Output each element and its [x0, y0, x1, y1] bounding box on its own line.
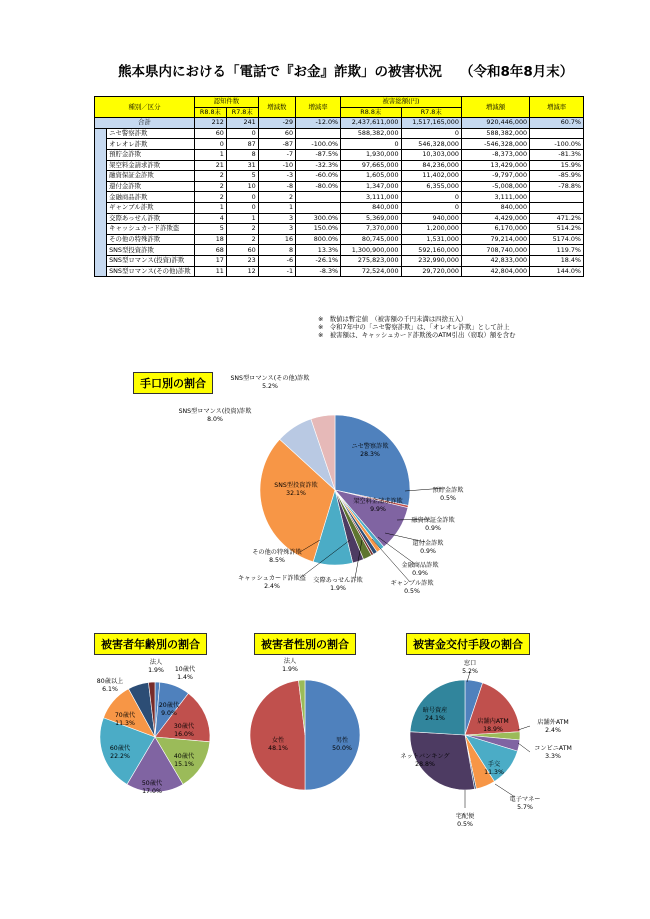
slice-label: その他の特殊詐欺 [252, 549, 302, 556]
section-title-gender: 被害者性別の割合 [254, 633, 356, 655]
leader-line [372, 539, 410, 582]
slice-percent: 8.5% [269, 557, 285, 564]
slice-label: 80歳以上 [96, 678, 124, 685]
slice-percent: 28.8% [415, 761, 435, 768]
header-count: 認知件数 [194, 97, 258, 108]
slice-label: 10歳代 [174, 666, 196, 673]
slice-label: 女性 [271, 737, 285, 744]
slice-percent: 5.7% [517, 804, 533, 811]
section-title-payment: 被害金交付手段の割合 [406, 633, 530, 655]
slice-label: 還付金詐欺 [412, 540, 444, 547]
header-amount-diff: 増減額 [461, 97, 529, 118]
header-count-cur: R8.8末 [194, 107, 226, 118]
slice-label: 40歳代 [173, 753, 195, 760]
slice-label: 20歳代 [158, 702, 180, 709]
slice-percent: 0.9% [425, 525, 441, 532]
slice-label: 暗号資産 [422, 707, 448, 714]
slice-label: SNS型投資詐欺 [274, 482, 318, 489]
slice-label: 60歳代 [109, 745, 131, 752]
table-row: ニセ警察詐欺 60 0 60 588,382,000 0 588,382,000 [95, 128, 584, 139]
slice-label: 30歳代 [173, 723, 195, 730]
slice-percent: 1.9% [148, 667, 164, 674]
table-row: SNS型ロマンス(投資)詐欺 17 23 -6 -26.1% 275,823,000 232,990,000 42,833,000 18.4% [95, 255, 584, 266]
slice-label: 金融商品詐欺 [401, 562, 439, 569]
pie-slice [250, 680, 305, 790]
slice-label: ネットバンキング [400, 753, 450, 760]
slice-percent: 5.2% [462, 668, 478, 675]
slice-percent: 9.9% [370, 506, 386, 513]
table-row: 交際あっせん詐欺 4 1 3 300.0% 5,369,000 940,000 4,429,000 471.2% [95, 213, 584, 224]
slice-percent: 28.3% [360, 451, 380, 458]
pie-chart-2 [250, 657, 360, 790]
slice-percent: 8.0% [207, 416, 223, 423]
slice-label: キャッシュカード詐欺盗 [238, 575, 306, 582]
slice-label: SNS型ロマンス(投資)詐欺 [178, 408, 252, 415]
slice-label: 手交 [487, 761, 501, 768]
slice-percent: 17.0% [142, 788, 162, 795]
slice-percent: 0.9% [420, 548, 436, 555]
header-category: 種別／区分 [95, 97, 195, 118]
slice-label: 法人 [283, 658, 297, 665]
slice-percent: 1.9% [282, 666, 298, 673]
table-row: 架空料金請求詐欺 21 31 -10 -32.3% 97,665,000 84,236,000 13,429,000 15.9% [95, 160, 584, 171]
slice-label: 50歳代 [141, 780, 163, 787]
slice-percent: 3.3% [545, 753, 561, 760]
header-amount-prev: R7.8末 [401, 107, 461, 118]
pie-chart-3 [400, 659, 571, 828]
slice-label: 宅配便 [455, 813, 475, 820]
slice-label: 電子マネー [509, 796, 541, 803]
slice-percent: 48.1% [268, 745, 288, 752]
slice-label: 法人 [149, 659, 163, 666]
slice-label: 架空料金請求詐欺 [353, 498, 403, 505]
slice-percent: 15.1% [174, 761, 194, 768]
table-row: ギャンブル詐欺 1 0 1 840,000 0 840,000 [95, 202, 584, 213]
note: ※ 数値は暫定値 （被害額の千円未満は四捨五入） [318, 315, 468, 323]
slice-label: 店舗外ATM [537, 719, 569, 726]
page-title: 熊本県内における「電話で『お金』詐欺」の被害状況 （令和8年8月末） [118, 64, 574, 80]
table-row: オレオレ詐欺 0 87 -87 -100.0% 0 546,328,000 -546,328,000 -100.0% [95, 139, 584, 150]
pie-chart-0 [179, 374, 465, 595]
slice-label: コンビニATM [534, 745, 572, 752]
section-title-age: 被害者年齢別の割合 [94, 633, 207, 655]
slice-percent: 6.1% [102, 686, 118, 693]
table-row: 預貯金詐欺 1 8 -7 -87.5% 1,930,000 10,303,000 -8,373,000 -81.3% [95, 149, 584, 160]
header-amount: 被害総額(円) [341, 97, 462, 108]
table-row-total: 合計 212 241 -29 -12.0% 2,437,611,000 1,517,165,000 920,446,000 60.7% [95, 118, 584, 129]
header-amount-rate: 増減率 [530, 97, 584, 118]
slice-percent: 16.0% [174, 731, 194, 738]
slice-percent: 2.4% [264, 583, 280, 590]
slice-percent: 1.9% [330, 585, 346, 592]
slice-label: 融資保証金詐欺 [411, 517, 455, 524]
slice-label: ギャンブル詐欺 [390, 580, 434, 587]
table-row: キャッシュカード詐欺盗 5 2 3 150.0% 7,370,000 1,200,000 6,170,000 514.2% [95, 224, 584, 235]
slice-label: 店舗内ATM [477, 718, 509, 725]
header-count-diff: 増減数 [258, 97, 295, 118]
slice-percent: 24.1% [425, 715, 445, 722]
slice-label: 預貯金詐欺 [432, 487, 464, 494]
pie-slice [305, 680, 360, 790]
note: ※ 被害額は、キャッシュカード詐欺後のATM引出（窃取）額を含む [318, 331, 516, 340]
pie-chart-1 [97, 658, 210, 795]
slice-percent: 0.5% [440, 495, 456, 502]
section-title-method: 手口別の割合 [133, 372, 213, 394]
slice-percent: 18.9% [483, 726, 503, 733]
slice-label: SNS型ロマンス(その他)詐欺 [230, 375, 310, 382]
slice-label: ニセ警察詐欺 [351, 443, 389, 450]
table-row: 金融商品詐欺 2 0 2 3,111,000 0 3,111,000 [95, 192, 584, 203]
header-count-prev: R7.8末 [226, 107, 258, 118]
report-date: （令和8年8月末） [460, 64, 574, 80]
pie-slice [335, 415, 410, 505]
slice-percent: 0.9% [412, 570, 428, 577]
slice-percent: 1.4% [177, 674, 193, 681]
slice-percent: 50.0% [332, 745, 352, 752]
slice-percent: 11.3% [115, 720, 135, 727]
slice-percent: 32.1% [286, 490, 306, 497]
slice-percent: 2.4% [545, 727, 561, 734]
slice-percent: 0.5% [457, 821, 473, 828]
slice-percent: 11.3% [484, 769, 504, 776]
table-row: 還付金詐欺 2 10 -8 -80.0% 1,347,000 6,355,000 -5,008,000 -78.8% [95, 181, 584, 192]
slice-percent: 22.2% [110, 753, 130, 760]
table-row: SNS型ロマンス(その他)詐欺 11 12 -1 -8.3% 72,524,000 29,720,000 42,804,000 144.0% [95, 266, 584, 277]
note: ※ 令和7年中の「ニセ警察詐欺」は、「オレオレ詐欺」として計上 [318, 323, 510, 332]
table-row: SNS型投資詐欺 68 60 8 13.3% 1,300,900,000 592,160,000 708,740,000 119.7% [95, 245, 584, 256]
table-row: 融資保証金詐欺 2 5 -3 -60.0% 1,605,000 11,402,000 -9,797,000 -85.9% [95, 171, 584, 182]
header-count-rate: 増減率 [296, 97, 341, 118]
slice-percent: 5.2% [262, 383, 278, 390]
slice-percent: 0.5% [404, 588, 420, 595]
slice-percent: 9.0% [161, 710, 177, 717]
slice-label: 男性 [335, 737, 349, 744]
table-row: その他の特殊詐欺 18 2 16 800.0% 80,745,000 1,531,000 79,214,000 5174.0% [95, 234, 584, 245]
slice-label: 交際あっせん詐欺 [313, 577, 363, 584]
leader-line [518, 743, 530, 752]
leader-line [378, 537, 415, 564]
slice-label: 窓口 [463, 660, 477, 667]
slice-label: 70歳代 [114, 712, 136, 719]
header-amount-cur: R8.8末 [341, 107, 401, 118]
